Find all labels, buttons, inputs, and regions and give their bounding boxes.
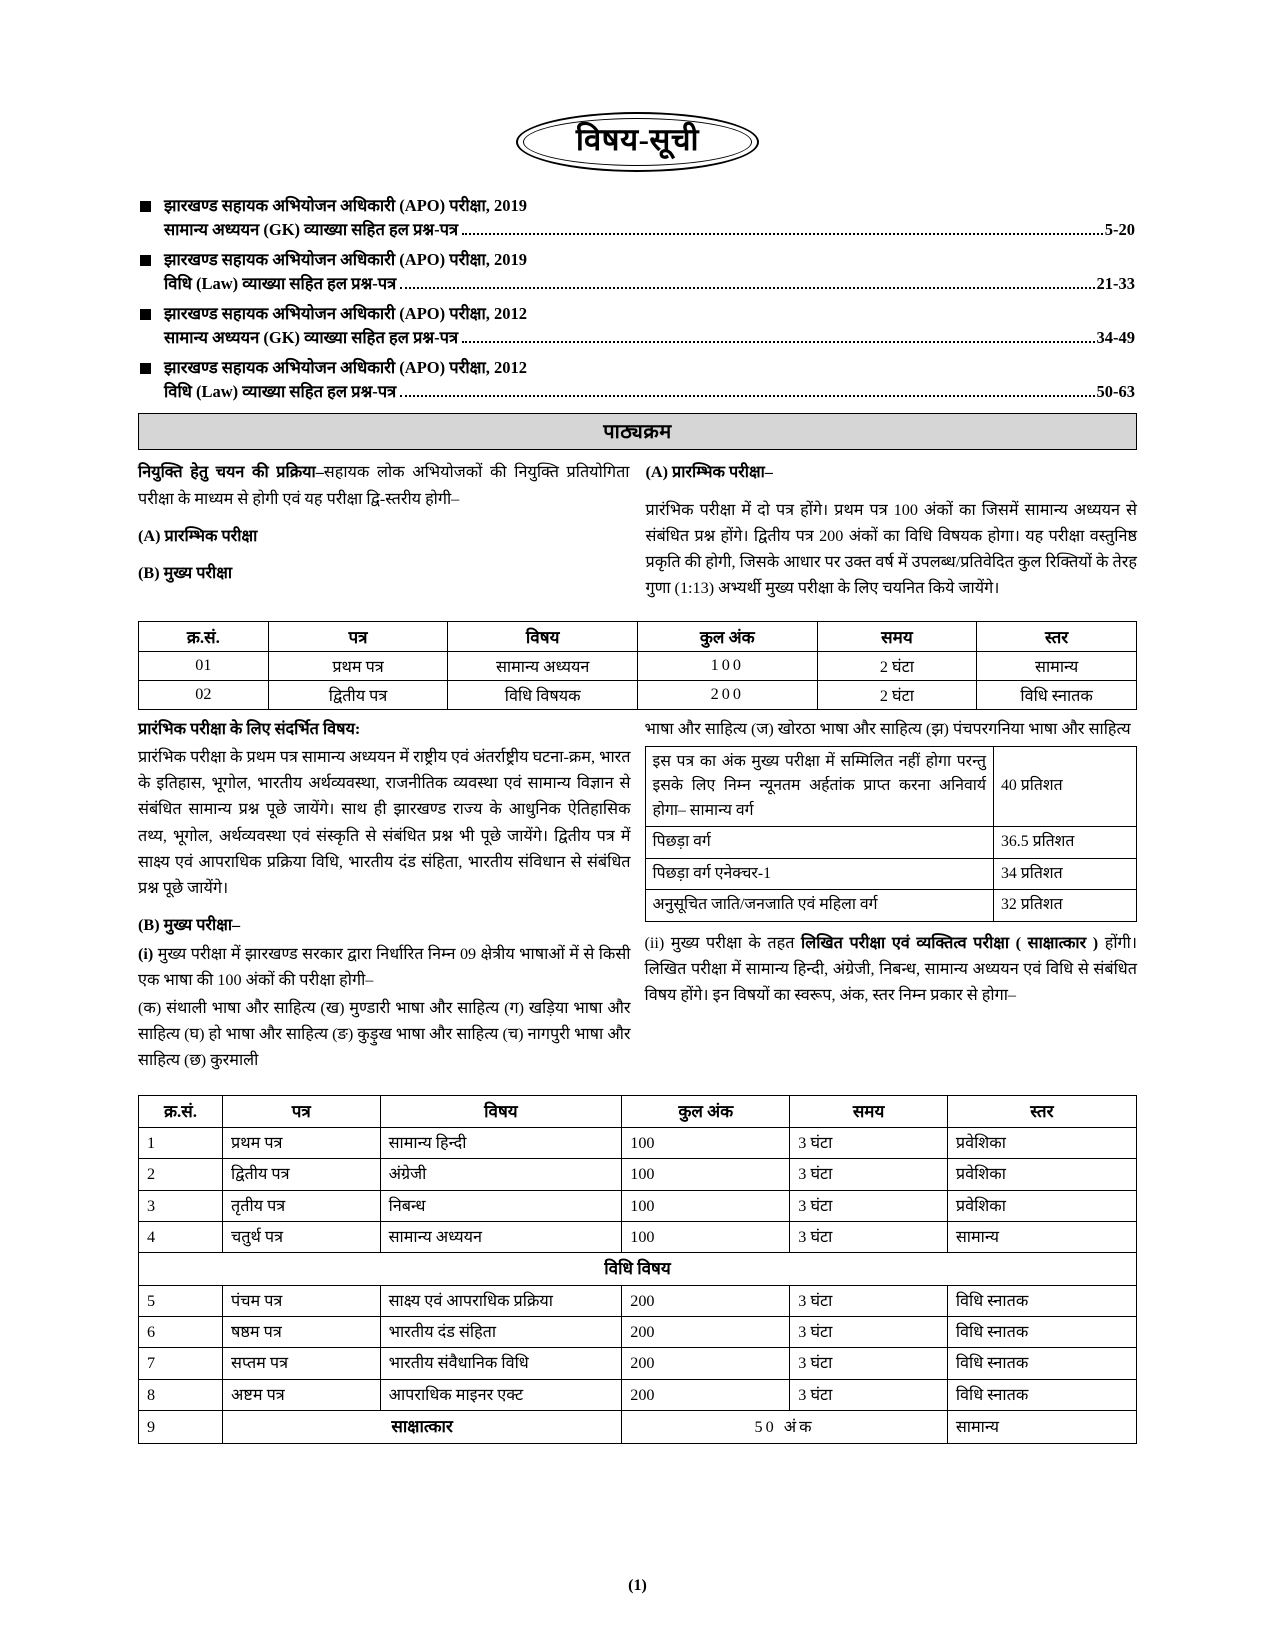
cell-marks: 200 [622,1379,790,1410]
toc-entry-heading [140,302,1135,326]
mains-language-list: (क) संथाली भाषा और साहित्य (ख) मुण्डारी भाषा और साहित्य (ग) खड़िया भाषा और साहित्य (घ) हो भाषा और साहित्य (ङ) कुड़ुख भाषा और साहित्य (च) नागपुरी भाषा और साहित्य (छ) कुरमाली [138,998,631,1070]
list-item [140,356,1135,404]
prelim-subjects-heading [138,716,631,742]
cell-paper: प्रथम पत्र [268,651,448,680]
cell-percent-bc-annex1: 34 प्रतिशत [994,858,1137,889]
toc-entry-pages: 50-63 [1096,381,1135,401]
title-oval-frame [516,112,759,172]
syllabus-left-column [138,716,631,1085]
cell-category-sc-st-women: अनुसूचित जाति/जनजाति एवं महिला वर्ग [645,890,994,921]
cell-subject: सामान्य अध्ययन [380,1222,622,1253]
cell-sno: 8 [139,1379,223,1410]
cell-level: प्रवेशिका [947,1128,1136,1159]
leader-dots [400,287,1094,289]
square-bullet-icon [140,201,151,212]
table-row [139,1317,1137,1348]
syllabus-right-column [645,716,1138,1085]
table-row [139,1285,1137,1316]
law-subject-section-label: विधि विषय [139,1253,1137,1286]
cell-paper: प्रथम पत्र [223,1128,381,1159]
cell-time: 2 घंटा [817,680,977,709]
cell-paper: सप्तम पत्र [223,1348,381,1379]
toc-entry-title: झारखण्ड सहायक अभियोजन अधिकारी (APO) परीक्षा, 2019 [164,196,527,216]
toc-entry-title: झारखण्ड सहायक अभियोजन अधिकारी (APO) परीक्षा, 2012 [164,357,527,377]
prelim-subjects-text: प्रारंभिक परीक्षा के प्रथम पत्र सामान्य अध्ययन में राष्ट्रीय एवं अंतर्राष्ट्रीय घटना-क्रम, भारत के इतिहास, भूगोल, भारतीय अर्थव्यवस्था, राजनीतिक व्यवस्था एवं सामान्य विज्ञान से संबंधित सामान्य प्रश्न पूछे जायेंगे। साथ ही झारखण्ड राज्य के आधुनिक ऐतिहासिक तथ्य, भूगोल, अर्थव्यवस्था एवं संस्कृति से संबंधित प्रश्न भी पूछे जायेंगे। द्वितीय पत्र में साक्ष्य एवं आपराधिक प्रक्रिया विधि, भारतीय दंड संहिता, भारतीय संविधान से संबंधित प्रश्न पूछे जायेंगे। [138,747,631,898]
toc-entry-pages: 21-33 [1096,273,1135,293]
selection-process-label: नियुक्ति हेतु चयन की प्रक्रिया– [138,463,324,482]
mains-written-interview-paragraph [645,930,1138,1009]
table-section-row [139,1253,1137,1286]
cell-level: विधि स्नातक [947,1348,1136,1379]
toc-entry-pages: 5-20 [1104,220,1135,240]
cell-subject: सामान्य अध्ययन [448,651,638,680]
table-row [645,890,1137,921]
cell-sno: 01 [139,651,269,680]
cell-paper: षष्ठम पत्र [223,1317,381,1348]
column-header-marks: कुल अंक [637,621,817,651]
toc-entry-subline [140,326,1135,350]
leader-dots [400,395,1094,397]
page-number: (1) [628,1577,647,1594]
toc-entry-subtitle: सामान्य अध्ययन (GK) व्याख्या सहित हल प्रश्न-पत्र [164,327,459,347]
cell-sno: 3 [139,1190,223,1221]
list-item [140,194,1135,242]
prelim-heading: (A) प्रारम्भिक परीक्षा– [645,463,773,482]
table-row [645,827,1137,858]
column-header-time: समय [790,1095,948,1128]
cell-sno: 6 [139,1317,223,1348]
column-header-level: स्तर [947,1095,1136,1128]
cell-time: 3 घंटा [790,1379,948,1410]
cell-level: विधि स्नातक [947,1317,1136,1348]
list-item [140,302,1135,350]
cell-level: सामान्य [977,651,1137,680]
mains-languages-text: मुख्य परीक्षा में झारखण्ड सरकार द्वारा निर्धारित निम्न 09 क्षेत्रीय भाषाओं में से किसी एक भाषा की 100 अंकों की परीक्षा होगी– [138,944,631,989]
cell-level: प्रवेशिका [947,1190,1136,1221]
cell-time: 3 घंटा [790,1190,948,1221]
cell-subject: अंग्रेजी [380,1159,622,1190]
cell-subject: सामान्य हिन्दी [380,1128,622,1159]
cell-paper: अष्टम पत्र [223,1379,381,1410]
intro-left-column [138,459,630,612]
cell-marks: 200 [637,680,817,709]
syllabus-columns [138,716,1137,1085]
toc-entry-heading [140,356,1135,380]
mains-written-interview-text: होंगी। लिखित परीक्षा में सामान्य हिन्दी, अंग्रेजी, निबन्ध, सामान्य अध्ययन एवं विधि से संबंधित विषय होंगे। इन विषयों का स्वरूप, अंक, स्तर निम्न प्रकार से होगा– [644,933,1137,1005]
cell-level: प्रवेशिका [947,1159,1136,1190]
exam-stage-b: (B) मुख्य परीक्षा [138,564,233,583]
cell-paper: चतुर्थ पत्र [223,1222,381,1253]
cell-interview-label: साक्षात्कार [223,1411,622,1444]
table-row [139,1128,1137,1159]
table-row [139,1095,1137,1128]
table-row [139,680,1137,709]
toc-entry-subtitle: विधि (Law) व्याख्या सहित हल प्रश्न-पत्र [164,273,397,293]
table-row [139,1159,1137,1190]
qualifying-marks-table [645,746,1138,922]
cell-sno: 02 [139,680,269,709]
table-row [139,621,1137,651]
cell-subject: निबन्ध [380,1190,622,1221]
cell-sno: 1 [139,1128,223,1159]
column-header-subject: विषय [448,621,638,651]
cell-time: 3 घंटा [790,1348,948,1379]
list-item [140,248,1135,296]
column-header-sno: क्र.सं. [139,1095,223,1128]
cell-time: 3 घंटा [790,1285,948,1316]
page-title: विषय-सूची [575,122,700,157]
cell-level: सामान्य [947,1222,1136,1253]
square-bullet-icon [140,363,151,374]
cell-time: 3 घंटा [790,1128,948,1159]
square-bullet-icon [140,309,151,320]
exam-stage-a: (A) प्रारम्भिक परीक्षा [138,526,258,545]
toc-entry-subline [140,380,1135,404]
table-row [645,746,1137,826]
toc-entry-subline [140,218,1135,242]
leader-dots [462,341,1094,343]
toc-entry-subtitle: विधि (Law) व्याख्या सहित हल प्रश्न-पत्र [164,381,397,401]
cell-time: 3 घंटा [790,1317,948,1348]
table-row [139,1348,1137,1379]
cell-subject: विधि विषयक [448,680,638,709]
toc-entry-title: झारखण्ड सहायक अभियोजन अधिकारी (APO) परीक्षा, 2012 [164,303,527,323]
cell-subject: साक्ष्य एवं आपराधिक प्रक्रिया [380,1285,622,1316]
intro-right-column [646,459,1138,612]
cell-paper: तृतीय पत्र [223,1190,381,1221]
toc-entry-pages: 34-49 [1096,327,1135,347]
cell-marks: 200 [622,1285,790,1316]
prelim-description: प्रारंभिक परीक्षा में दो पत्र होंगे। प्रथम पत्र 100 अंकों का जिसमें सामान्य अध्ययन से संबंधित प्रश्न होंगे। द्वितीय पत्र 200 अंकों का विधि विषयक होगा। यह परीक्षा वस्तुनिष्ठ प्रकृति की होगी, जिसके आधार पर उक्त वर्ष में उपलब्ध/प्रतिवेदित कुल रिक्तियों के तेरह गुणा (1:13) अभ्यर्थी मुख्य परीक्षा के लिए चयनित किये जायेंगे। [645,500,1137,598]
column-header-level: स्तर [977,621,1137,651]
cell-marks: 100 [622,1222,790,1253]
cell-paper: द्वितीय पत्र [223,1159,381,1190]
toc-entry-subline [140,272,1135,296]
table-row [139,1411,1137,1444]
selection-process-text: सहायक लोक अभियोजकों की नियुक्ति प्रतियोगिता परीक्षा के माध्यम से होगी एवं यह परीक्षा द्वि-स्तरीय होगी– [138,463,630,508]
toc-entry-title: झारखण्ड सहायक अभियोजन अधिकारी (APO) परीक्षा, 2019 [164,249,527,269]
toc-entry-heading [140,194,1135,218]
mains-written-interview-label: लिखित परीक्षा एवं व्यक्तित्व परीक्षा ( साक्षात्कार ) [801,933,1099,952]
cell-percent-general: 40 प्रतिशत [994,746,1137,826]
cell-marks: 100 [637,651,817,680]
syllabus-section-header: पाठ्यक्रम [138,413,1137,450]
cell-category-bc-annex1: पिछड़ा वर्ग एनेक्चर-1 [645,858,994,889]
cell-interview-level: सामान्य [947,1411,1136,1444]
square-bullet-icon [140,255,151,266]
cell-interview-marks: 50 अंक [622,1411,948,1444]
toc-entry-subtitle: सामान्य अध्ययन (GK) व्याख्या सहित हल प्रश्न-पत्र [164,220,459,240]
intro-columns [138,459,1137,612]
cell-marks: 200 [622,1317,790,1348]
cell-category-general: इस पत्र का अंक मुख्य परीक्षा में सम्मिलित नहीं होगा परन्तु इसके लिए निम्न न्यूनतम अर्हतांक प्राप्त करना अनिवार्य होगा– सामान्य वर्ग [645,746,994,826]
cell-marks: 100 [622,1159,790,1190]
mains-heading: (B) मुख्य परीक्षा– [138,916,241,935]
cell-marks: 100 [622,1128,790,1159]
cell-level: विधि स्नातक [947,1379,1136,1410]
cell-paper: द्वितीय पत्र [268,680,448,709]
leader-dots [462,233,1103,235]
column-header-paper: पत्र [268,621,448,651]
table-of-contents [140,194,1135,403]
table-row [645,858,1137,889]
cell-category-bc: पिछड़ा वर्ग [645,827,994,858]
cell-sno: 5 [139,1285,223,1316]
cell-sno: 4 [139,1222,223,1253]
cell-sno: 9 [139,1411,223,1444]
prelim-exam-table [138,621,1137,710]
column-header-sno: क्र.सं. [139,621,269,651]
cell-sno: 2 [139,1159,223,1190]
mains-languages-paragraph [138,941,631,993]
column-header-marks: कुल अंक [622,1095,790,1128]
column-header-time: समय [817,621,977,651]
cell-time: 2 घंटा [817,651,977,680]
cell-marks: 200 [622,1348,790,1379]
cell-marks: 100 [622,1190,790,1221]
cell-subject: आपराधिक माइनर एक्ट [380,1379,622,1410]
mains-exam-table [138,1095,1137,1444]
language-list-continued: भाषा और साहित्य (ज) खोरठा भाषा और साहित्य (झ) पंचपरगनिया भाषा और साहित्य [644,719,1131,738]
table-row [139,1379,1137,1410]
column-header-subject: विषय [380,1095,622,1128]
prelim-subjects-label: प्रारंभिक परीक्षा के लिए संदर्भित विषय: [138,719,361,738]
cell-time: 3 घंटा [790,1222,948,1253]
cell-sno: 7 [139,1348,223,1379]
mains-point-i-marker: (i) [138,944,154,963]
table-row [139,651,1137,680]
cell-subject: भारतीय संवैधानिक विधि [380,1348,622,1379]
title-block [0,0,1275,172]
cell-subject: भारतीय दंड संहिता [380,1317,622,1348]
column-header-paper: पत्र [223,1095,381,1128]
cell-time: 3 घंटा [790,1159,948,1190]
cell-level: विधि स्नातक [947,1285,1136,1316]
cell-level: विधि स्नातक [977,680,1137,709]
mains-point-ii-text: (ii) मुख्य परीक्षा के तहत [644,933,802,952]
cell-percent-sc-st-women: 32 प्रतिशत [994,890,1137,921]
toc-entry-heading [140,248,1135,272]
selection-process-paragraph [138,459,630,511]
table-row [139,1190,1137,1221]
cell-percent-bc: 36.5 प्रतिशत [994,827,1137,858]
cell-paper: पंचम पत्र [223,1285,381,1316]
table-row [139,1222,1137,1253]
